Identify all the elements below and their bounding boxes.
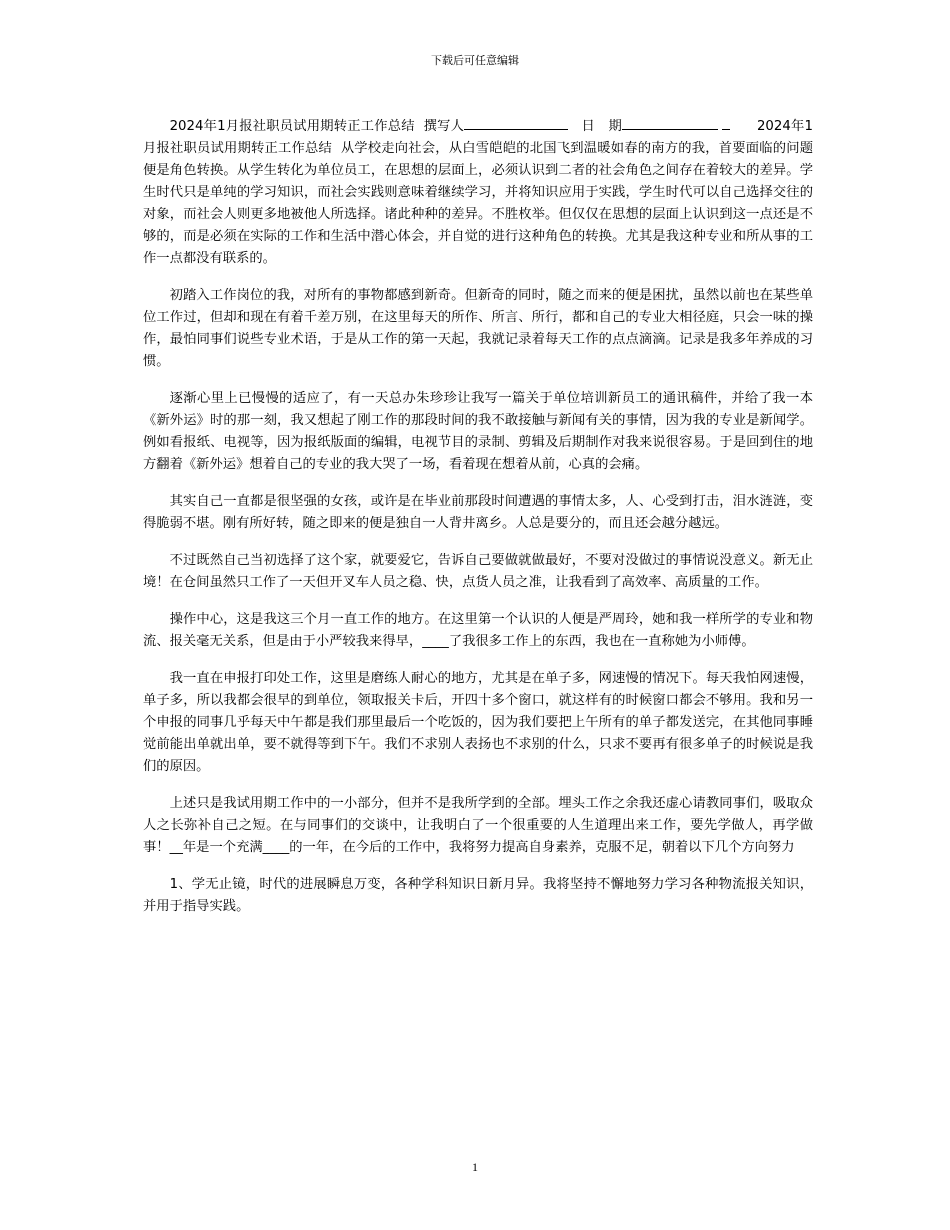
author-label: 撰写人 (423, 119, 465, 134)
date-blank (622, 115, 718, 130)
document-body (143, 115, 813, 933)
paragraph-7: 我一直在申报打印处工作，这里是磨练人耐心的地方，尤其是在单子多，网速慢的情况下。每天我怕网速慢，单子多，所以我都会很早的到单位，领取报关卡后，开四十多个窗口，就这样有的时候窗口都会不够用。我和另一个申报的同事几乎每天中午都是我们那里最后一个吃饭的，因为我们要把上午所有的单子都发送完，在其他同事睡觉前能出单就出单，要不就得等到下午。我们不求别人表扬也不求别的什么，只求不要再有很多单子的时候说是我们的原因。 (143, 671, 813, 774)
date-label: 日 期 (581, 119, 622, 134)
author-blank (464, 115, 568, 130)
paragraph-3: 逐渐心里上已慢慢的适应了，有一天总办朱珍珍让我写一篇关于单位培训新员工的通讯稿件，并给了我一本《新外运》时的那一刻，我又想起了刚工作的那段时间的我不敢接触与新闻有关的事情，因为我的专业是新闻学。例如看报纸、电视等，因为报纸版面的编辑，电视节目的录制、剪辑及后期制作对我来说很容易。于是回到住的地方翻着《新外运》想着自己的专业的我大哭了一场，看着现在想着从前，心真的会痛。 (143, 391, 813, 472)
paragraph-8: 上述只是我试用期工作中的一小部分，但并不是我所学到的全部。埋头工作之余我还虚心请教同事们，吸取众人之长弥补自己之短。在与同事们的交谈中，让我明白了一个很重要的人生道理出来工作，要先学做人，再学做事！__年是一个充满____的一年，在今后的工作中，我将努力提高自身素养，克服不足，朝着以下几个方向努力 (143, 796, 813, 855)
paragraph-1: 从学校走向社会，从白雪皑皑的北国飞到温暖如春的南方的我，首要面临的问题便是角色转换。从学生转化为单位员工，在思想的层面上，必须认识到二者的社会角色之间存在着较大的差异。学生时代只是单纯的学习知识，而社会实践则意味着继续学习，并将知识应用于实践，学生时代可以自己选择交往的对象，而社会人则更多地被他人所选择。诸此种种的差异。不胜枚举。但仅仅在思想的层面上认识到这一点还是不够的，而是必须在实际的工作和生活中潜心体会，并自觉的进行这种角色的转换。尤其是我这种专业和所从事的工作一点都没有联系的。 (143, 141, 813, 266)
date-blank-tail (722, 115, 730, 130)
paragraph-5: 不过既然自己当初选择了这个家，就要爱它，告诉自己要做就做最好，不要对没做过的事情说没意义。新无止境！在仓间虽然只工作了一天但开叉车人员之稳、快，点货人员之准，让我看到了高效率、高质量的工作。 (143, 553, 813, 590)
page-header-note: 下载后可任意编辑 (431, 54, 519, 67)
first-para-head: 2024年1月报社职员试用期转正工作总结 (143, 119, 813, 156)
page-number: 1 (472, 1160, 478, 1174)
title-paragraph (143, 115, 813, 270)
paragraph-4: 其实自己一直都是很坚强的女孩，或许是在毕业前那段时间遭遇的事情太多，人、心受到打击，泪水涟涟，变得脆弱不堪。刚有所好转，随之即来的便是独自一人背井离乡。人总是要分的，而且还会越分越远。 (143, 494, 813, 531)
paragraph-6: 操作中心，这是我这三个月一直工作的地方。在这里第一个认识的人便是严周玲，她和我一样所学的专业和物流、报关毫无关系，但是由于小严较我来得早，____了我很多工作上的东西，我也在一直称她为小师傅。 (143, 612, 813, 649)
paragraph-9: 1、学无止镜，时代的进展瞬息万变，各种学科知识日新月异。我将坚持不懈地努力学习各种物流报关知识，并用于指导实践。 (143, 877, 813, 914)
document-title: 2024年1月报社职员试用期转正工作总结 (169, 119, 415, 134)
paragraph-2: 初踏入工作岗位的我，对所有的事物都感到新奇。但新奇的同时，随之而来的便是困扰，虽然以前也在某些单位工作过，但却和现在有着千差万别，在这里每天的所作、所言、所行，都和自己的专业大相径庭，只会一味的操作，最怕同事们说些专业术语，于是从工作的第一天起，我就记录着每天工作的点点滴滴。记录是我多年养成的习惯。 (143, 288, 813, 369)
